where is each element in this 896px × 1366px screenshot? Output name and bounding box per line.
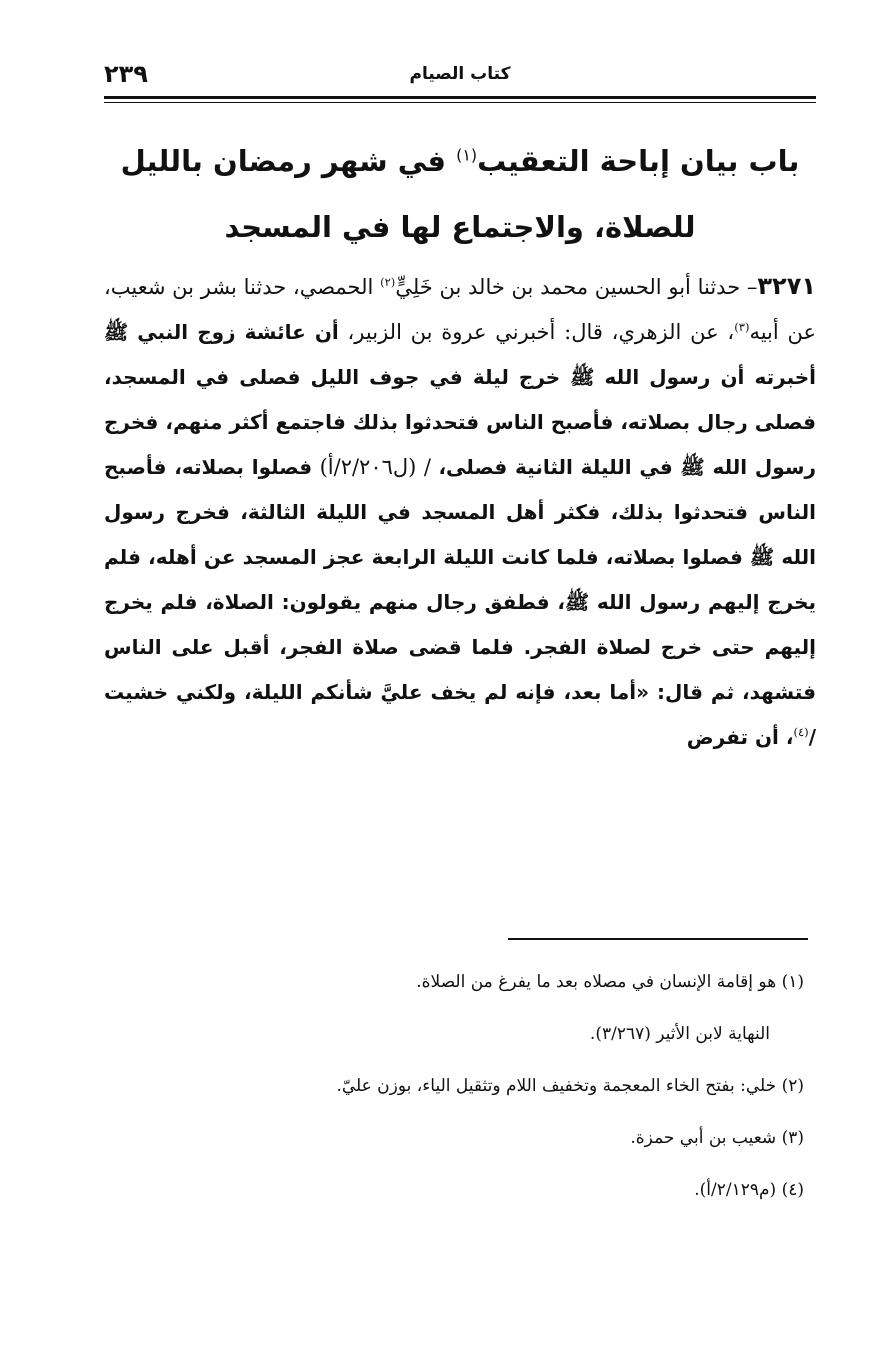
footnote-separator [508, 938, 808, 940]
hadith-number: ٣٢٧١ [757, 272, 816, 300]
manuscript-ref: / (ل٢/٢٠٦/أ) [312, 455, 439, 479]
footnote-3: (٣) شعيب بن أبي حمزة. [630, 1128, 804, 1148]
isnad-text-2: الحمصي، حدثنا بشر بن شعيب، عن أبيه [104, 275, 817, 344]
header-rule-thin [104, 102, 816, 103]
footnote-1: (١) هو إقامة الإنسان في مصلاه بعد ما يفرغ من الصلاة. [416, 972, 804, 992]
matn-text-1: أن عائشة زوج النبي ﷺ أخبرته أن رسول الله ﷺ خرج ليلة في جوف الليل فصلى في المسجد، فصلى رجال بصلاته، فأصبح الناس فتحدثوا بذلك فاجتمع أكثر منهم، فخرج رسول الله ﷺ في الليلة الثانية فصلى، [104, 320, 816, 479]
footnote-ref-3: (٣) [734, 320, 750, 334]
chapter-heading [96, 128, 824, 260]
running-header-title: كتاب الصيام [409, 64, 511, 84]
isnad-text-3: ، عن الزهري، قال: أخبرني عروة بن الزبير، [338, 320, 735, 344]
footnote-2: (٢) خلي: بفتح الخاء المعجمة وتخفيف اللام وتثقيل الياء، بوزن عليّ. [336, 1076, 804, 1096]
footnote-1-continuation: النهاية لابن الأثير (٣/٢٦٧). [589, 1024, 770, 1044]
chapter-heading-text-1: باب بيان إباحة التعقيب [477, 144, 800, 178]
header-rule-thick [104, 96, 816, 99]
matn-text-3: ، أن تفرض [686, 725, 794, 749]
footnotes [104, 960, 816, 1220]
running-header [104, 60, 816, 94]
footnote-4: (٤) (م٢/١٢٩/أ). [694, 1180, 804, 1200]
isnad-text-1: – حدثنا أبو الحسين محمد بن خالد بن خَلِيٍّ [395, 275, 758, 299]
matn-text-2: فصلوا بصلاته، فأصبح الناس فتحدثوا بذلك، فكثر أهل المسجد في الليلة الثالثة، فخرج رسول الله ﷺ فصلوا بصلاته، فلما كانت الليلة الرابعة عجز المسجد عن أهله، فلم يخرج إليهم رسول الله ﷺ، فطفق رجال منهم يقولون: الصلاة، فلم يخرج إليهم حتى خرج لصلاة الفجر. فلما قضى صلاة الفجر، أقبل على الناس فتشهد، ثم قال: «أما بعد، فإنه لم يخف عليَّ شأنكم الليلة، ولكني خشيت / [104, 455, 816, 749]
page-number: ٢٣٩ [104, 60, 148, 88]
hadith-paragraph [104, 264, 816, 760]
chapter-heading-text-2: في شهر رمضان بالليل للصلاة، والاجتماع لها في المسجد [120, 144, 696, 244]
footnote-ref-2: (٢) [380, 275, 396, 289]
footnote-ref-1: (١) [456, 145, 478, 165]
footnote-ref-4: (٤) [793, 725, 809, 739]
